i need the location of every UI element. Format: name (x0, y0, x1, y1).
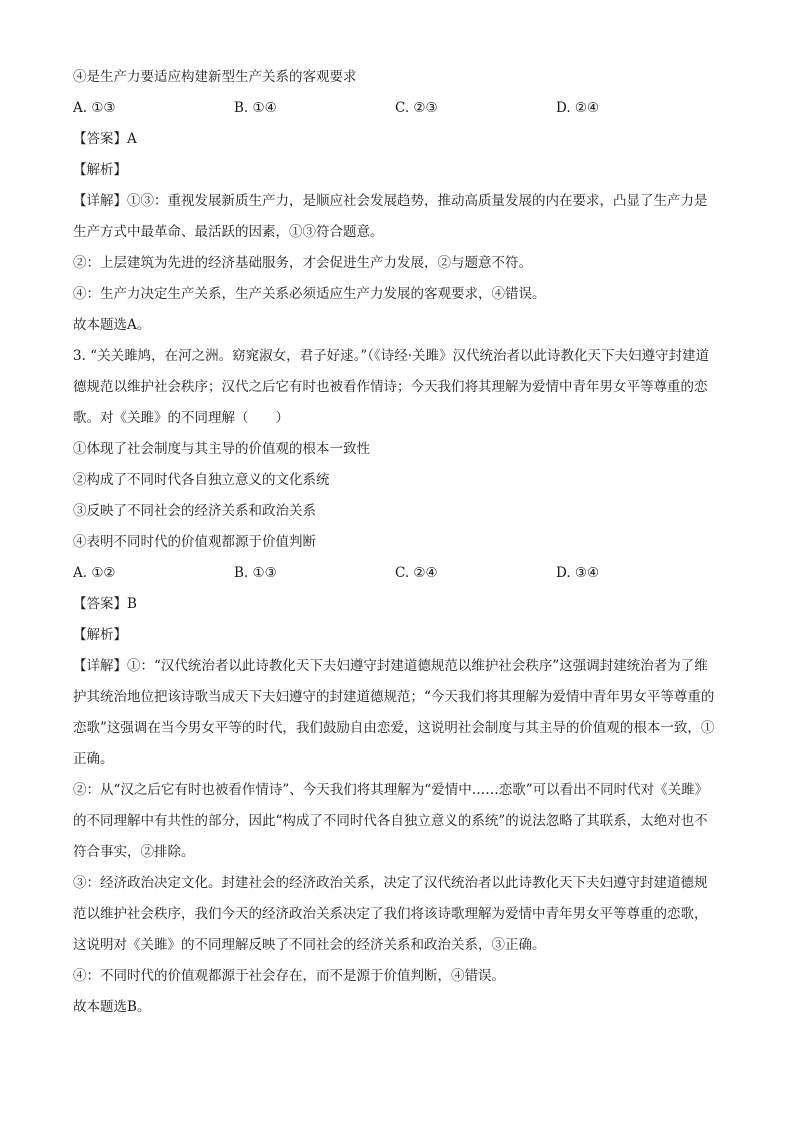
q2-answer: 【答案】A (73, 131, 137, 147)
q2-option-c: C. ②③ (395, 100, 438, 116)
q3-answer: 【答案】B (73, 596, 137, 612)
q2-detail-2: ②：上层建筑为先进的经济基础服务，才会促进生产力发展，②与题意不符。 (73, 255, 532, 271)
q2-option-a: A. ①③ (73, 100, 116, 116)
q3-stem: 3. “关关雎鸠，在河之洲。窈窕淑女，君子好逑。”（《诗经·关雎》汉代统治者以此诗教化天下夫妇遵守封建道德规范以维护社会秩序；汉代之后它有时也被看作情诗；今天我们将其理解为爱情中青年男女平等尊重的恋歌。对《关雎》的不同理解（ ） (73, 348, 710, 426)
q2-detail-3: ④：生产力决定生产关系，生产关系必须适应生产力发展的客观要求，④错误。 (73, 286, 546, 302)
q3-conclusion: 故本题选B。 (73, 999, 151, 1015)
q3-item-4: ④表明不同时代的价值观都源于价值判断 (73, 534, 316, 550)
q3-option-c: C. ②④ (395, 565, 438, 581)
q2-conclusion: 故本题选A。 (73, 317, 151, 333)
q3-detail-2: ②：从“汉之后它有时也被看作情诗”、今天我们将其理解为“爱情中……恋歌”可以看出不同时代对《关雎》的不同理解中有共性的部分，因此“构成了不同时代各自独立意义的系统”的说法忽略了其联系，太绝对也不符合事实，②排除。 (73, 782, 709, 860)
q3-item-3: ③反映了不同社会的经济关系和政治关系 (73, 503, 316, 519)
q3-option-d: D. ③④ (556, 565, 600, 581)
q3-option-a: A. ①② (73, 565, 116, 581)
q2-options (73, 93, 733, 124)
q3-analysis-heading: 【解析】 (73, 627, 127, 643)
document-page (73, 62, 733, 1023)
q3-detail-4: ④：不同时代的价值观都源于社会存在，而不是源于价值判断，④错误。 (73, 968, 505, 984)
q3-detail-3: ③：经济政治决定文化。封建社会的经济政治关系，决定了汉代统治者以此诗教化天下夫妇遵守封建道德规范以维护社会秩序，我们今天的经济政治关系决定了我们将该诗歌理解为爱情中青年男女平等尊重的恋歌，这说明对《关雎》的不同理解反映了不同社会的经济关系和政治关系，③正确。 (73, 875, 708, 953)
q3-detail-1: 【详解】①：“汉代统治者以此诗教化天下夫妇遵守封建道德规范以维护社会秩序”这强调封建统治者为了维护其统治地位把该诗歌当成天下夫妇遵守的封建道德规范；“今天我们将其理解为爱情中青年男女平等尊重的恋歌”这强调在当今男女平等的时代，我们鼓励自由恋爱，这说明社会制度与其主导的价值观的根本一致，①正确。 (73, 658, 715, 767)
q2-option-b: B. ①④ (234, 100, 277, 116)
q3-item-1: ①体现了社会制度与其主导的价值观的根本一致性 (73, 441, 370, 457)
q2-item-4: ④是生产力要适应构建新型生产关系的客观要求 (73, 69, 357, 85)
q3-options (73, 558, 733, 589)
q2-analysis-heading: 【解析】 (73, 162, 127, 178)
q3-item-2: ②构成了不同时代各自独立意义的文化系统 (73, 472, 330, 488)
q2-detail-1: 【详解】①③：重视发展新质生产力，是顺应社会发展趋势，推动高质量发展的内在要求，凸显了生产力是生产方式中最革命、最活跃的因素，①③符合题意。 (73, 193, 708, 240)
q3-option-b: B. ①③ (234, 565, 277, 581)
q2-option-d: D. ②④ (556, 100, 600, 116)
